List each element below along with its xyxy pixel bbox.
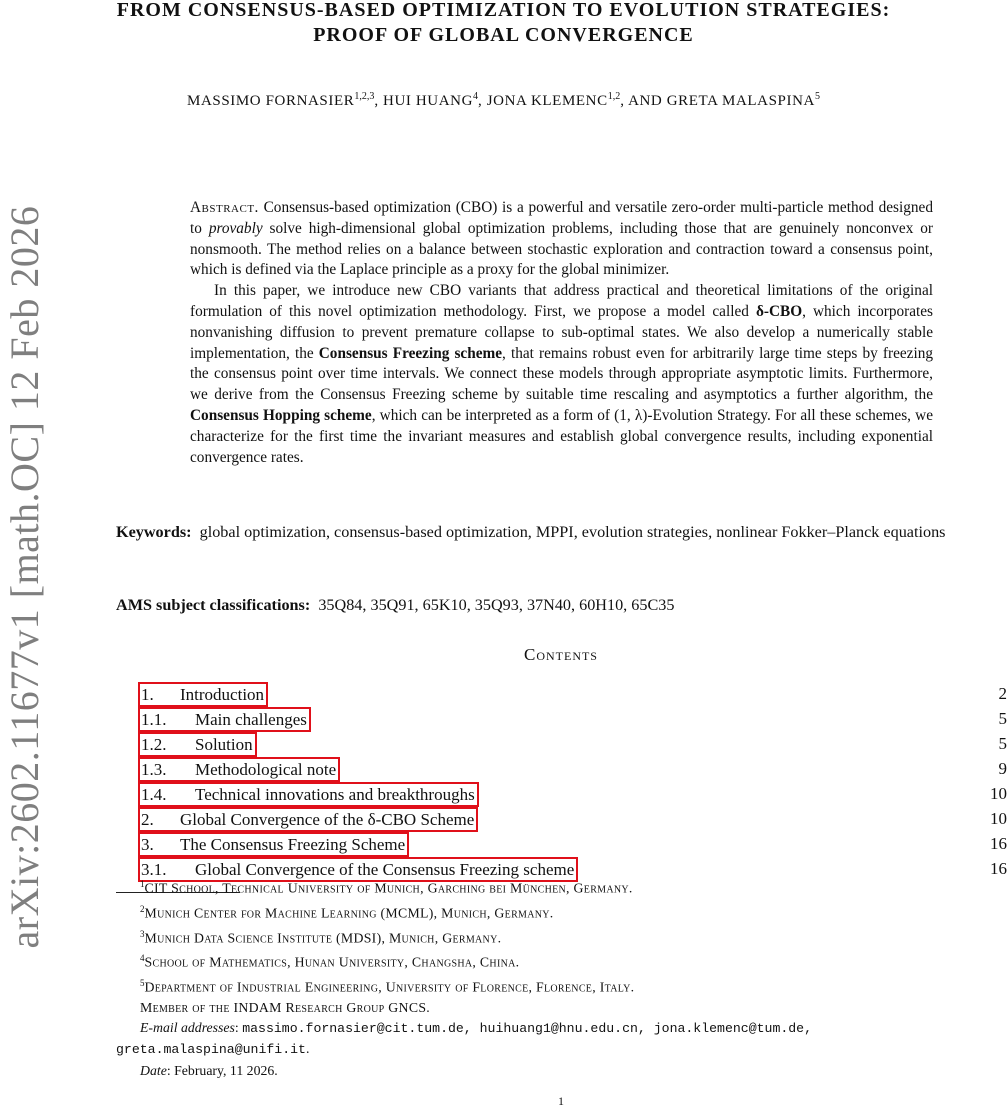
- toc-page-number: 5: [999, 732, 1007, 755]
- footnote-affiliation: [116, 874, 1007, 899]
- footnote-text: CIT School, Technical University of Munich, Garching bei München, Germany.: [145, 881, 633, 896]
- toc-page-number: 10: [990, 782, 1007, 805]
- toc-label: Global Convergence of the δ-CBO Scheme: [180, 810, 474, 829]
- footnote-affiliation: [116, 998, 1007, 1018]
- arxiv-identifier-stamp: arXiv:2602.11677v1 [math.OC] 12 Feb 2026: [1, 77, 49, 1077]
- footnote-affiliation: [116, 973, 1007, 998]
- paper-title: [0, 0, 1007, 48]
- toc-link[interactable]: [138, 832, 409, 857]
- footnote-marker: 4: [140, 953, 145, 963]
- toc-page-number: 16: [990, 857, 1007, 880]
- toc-label: The Consensus Freezing Scheme: [180, 835, 405, 854]
- abstract-term: δ-CBO: [756, 303, 802, 320]
- toc-page-number: 10: [990, 807, 1007, 830]
- author-name: JONA KLEMENC: [487, 93, 608, 109]
- table-of-contents: [138, 682, 1007, 882]
- date-value: February, 11 2026.: [174, 1063, 278, 1078]
- abstract-label: Abstract.: [190, 199, 259, 216]
- toc-label: Main challenges: [195, 710, 307, 729]
- abstract-text: Consensus-based optimization (CBO) is a powerful and versatile zero-order multi-particle method designed to: [190, 199, 933, 237]
- author-conjunction: AND: [628, 93, 662, 109]
- affiliation-marker: 1,2,3: [354, 91, 374, 102]
- ams-label: AMS subject classifications:: [116, 596, 310, 614]
- contents-heading: Contents: [0, 645, 1007, 665]
- toc-link[interactable]: [138, 732, 257, 757]
- footnote-text: Munich Data Science Institute (MDSI), Munich, Germany.: [145, 930, 502, 945]
- toc-label: Global Convergence of the Consensus Freezing scheme: [195, 860, 574, 879]
- toc-entry: [138, 682, 1007, 707]
- toc-label: Introduction: [180, 685, 264, 704]
- author-name: GRETA MALASPINA: [667, 93, 815, 109]
- abstract-text: , which incorporates nonvanishing diffusion to prevent premature collapse to sub-optimal states. We also develop a numerically stable implementation, the: [190, 303, 933, 362]
- toc-page-number: 5: [999, 707, 1007, 730]
- toc-page-number: 9: [999, 757, 1007, 780]
- toc-label: Solution: [195, 735, 253, 754]
- abstract-paragraph-1: [190, 198, 933, 281]
- page-number: 1: [0, 1094, 1007, 1109]
- footnote-emails: E-mail addresses: massimo.fornasier@cit.tum.de, huihuang1@hnu.edu.cn, jona.klemenc@tum.de,: [116, 1018, 1007, 1039]
- footnote-text: Member of the INDAM Research Group GNCS.: [140, 1000, 430, 1015]
- keywords-label: Keywords:: [116, 523, 192, 541]
- toc-number: 3.1.: [141, 859, 195, 880]
- abstract-emphasis: provably: [209, 220, 263, 237]
- abstract: [190, 198, 933, 468]
- footnote-text: Munich Center for Machine Learning (MCML), Munich, Germany.: [145, 905, 554, 920]
- footnote-marker: 2: [140, 904, 145, 914]
- author-name: MASSIMO FORNASIER: [187, 93, 354, 109]
- toc-entry: [138, 807, 1007, 832]
- toc-entry: [138, 832, 1007, 857]
- abstract-term: Consensus Hopping scheme: [190, 407, 372, 424]
- abstract-text: , which can be interpreted as a form of (1, λ)-Evolution Strategy. For all these schemes, we characterize for the first time the invariant measures and establish global convergence results, including exponential convergence rates.: [190, 407, 933, 466]
- toc-entry: [138, 757, 1007, 782]
- affiliation-marker: 1,2: [608, 91, 621, 102]
- abstract-text: , that remains robust even for arbitrarily large time steps by freezing the consensus point over time intervals. We connect these models through appropriate asymptotic limits. Furthermore, we derive from the Consensus Freezing scheme by suitable time rescaling and asymptotics a further algorithm, the: [190, 345, 933, 404]
- date-label: Date: [140, 1063, 167, 1078]
- abstract-paragraph-2: [190, 281, 933, 468]
- toc-link[interactable]: [138, 707, 311, 732]
- toc-number: 1.: [141, 684, 180, 705]
- author-name: HUI HUANG: [383, 93, 473, 109]
- ams-codes: 35Q84, 35Q91, 65K10, 35Q93, 37N40, 60H10, 65C35: [318, 596, 674, 614]
- toc-entry: [138, 732, 1007, 757]
- toc-link[interactable]: [138, 782, 479, 807]
- title-line-2: PROOF OF GLOBAL CONVERGENCE: [0, 23, 1007, 48]
- affiliation-marker: 5: [815, 91, 820, 102]
- toc-link[interactable]: [138, 757, 340, 782]
- toc-entry: [138, 707, 1007, 732]
- toc-number: 1.2.: [141, 734, 195, 755]
- footnote-date: Date: February, 11 2026.: [116, 1061, 1007, 1081]
- title-line-1: FROM CONSENSUS-BASED OPTIMIZATION TO EVOLUTION STRATEGIES:: [0, 0, 1007, 23]
- footnote-affiliation: [116, 948, 1007, 973]
- abstract-text: solve high-dimensional global optimization problems, including those that are genuinely nonconvex or nonsmooth. The method relies on a balance between stochastic exploration and contraction toward a consensus point, which is defined via the Laplace principle as a proxy for the global minimizer.: [190, 220, 933, 279]
- author-list: MASSIMO FORNASIER$^{1,2,3}$, HUI HUANG$^4$, JONA KLEMENC$^{1,2}$, AND GRETA MALASPINA$^5$: [0, 91, 1007, 110]
- toc-number: 1.1.: [141, 709, 195, 730]
- abstract-term: Consensus Freezing scheme: [319, 345, 502, 362]
- footnotes: [116, 874, 1007, 1081]
- toc-number: 1.4.: [141, 784, 195, 805]
- toc-number: 1.3.: [141, 759, 195, 780]
- keywords-text: global optimization, consensus-based optimization, MPPI, evolution strategies, nonlinear Fokker–Planck equations: [200, 523, 946, 541]
- affiliation-marker: 4: [473, 91, 478, 102]
- email-address[interactable]: greta.malaspina@unifi.it: [116, 1042, 306, 1057]
- keywords: [116, 520, 1007, 544]
- footnote-emails-continued: greta.malaspina@unifi.it.: [116, 1039, 1007, 1060]
- toc-link[interactable]: [138, 682, 268, 707]
- email-label: E-mail addresses: [140, 1020, 235, 1035]
- ams-classifications: [116, 594, 1007, 616]
- toc-page-number: 2: [999, 682, 1007, 705]
- footnote-marker: 1: [140, 879, 145, 889]
- toc-label: Methodological note: [195, 760, 336, 779]
- toc-page-number: 16: [990, 832, 1007, 855]
- toc-number: 2.: [141, 809, 180, 830]
- toc-link[interactable]: [138, 807, 478, 832]
- toc-label: Technical innovations and breakthroughs: [195, 785, 475, 804]
- toc-number: 3.: [141, 834, 180, 855]
- footnote-marker: 3: [140, 929, 145, 939]
- email-addresses[interactable]: massimo.fornasier@cit.tum.de, huihuang1@hnu.edu.cn, jona.klemenc@tum.de,: [242, 1021, 812, 1036]
- footnote-text: Department of Industrial Engineering, University of Florence, Florence, Italy.: [145, 980, 635, 995]
- footnote-marker: 5: [140, 978, 145, 988]
- toc-entry: [138, 782, 1007, 807]
- abstract-text: In this paper, we introduce new CBO variants that address practical and theoretical limitations of the original formulation of this novel optimization methodology. First, we propose a model called: [190, 282, 933, 320]
- footnote-affiliation: [116, 899, 1007, 924]
- footnote-affiliation: [116, 924, 1007, 949]
- footnote-text: School of Mathematics, Hunan University, Changsha, China.: [145, 955, 520, 970]
